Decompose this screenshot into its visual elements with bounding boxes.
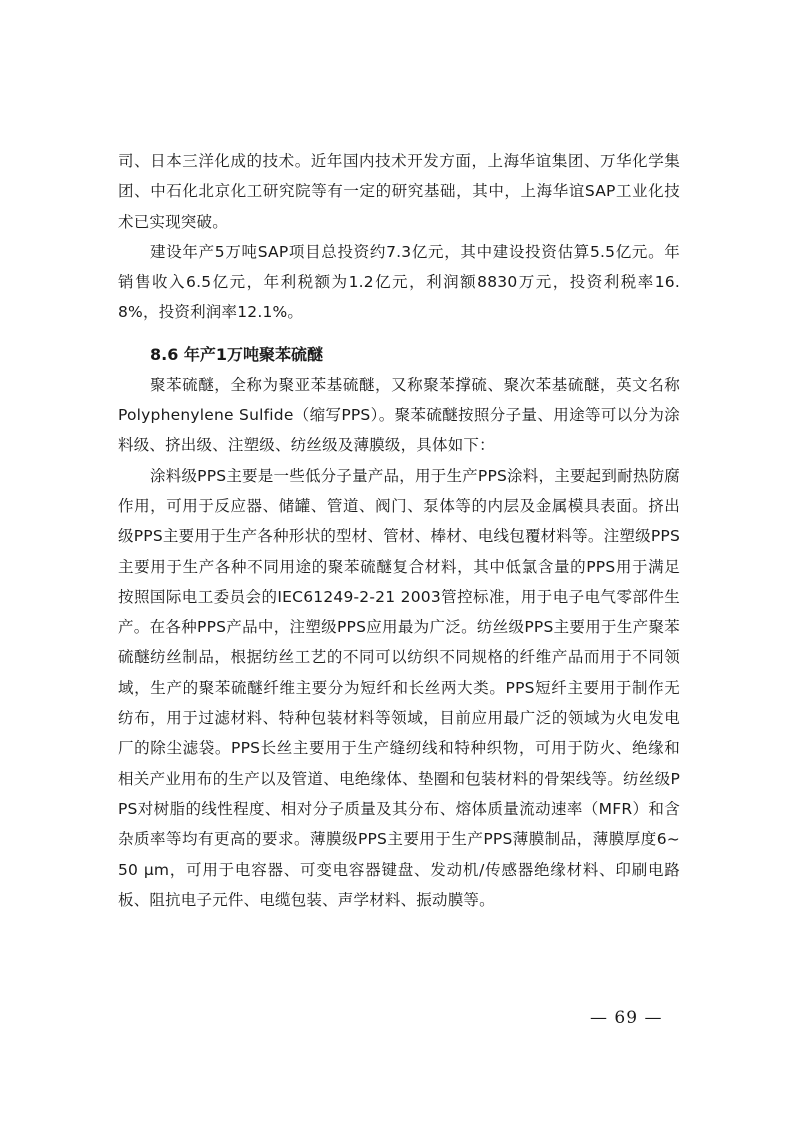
paragraph-pps-intro: 聚苯硫醚，全称为聚亚苯基硫醚，又称聚苯撑硫、聚次苯基硫醚，英文名称 Polyphenylene Sulfide（缩写PPS）。聚苯硫醚按照分子量、用途等可以分为涂料级、挤出级、注塑级、纺丝级及薄膜级，具体如下： <box>118 375 680 455</box>
section-heading: 8.6 年产1万吨聚苯硫醚 <box>150 344 324 364</box>
page-content <box>118 146 680 915</box>
paragraph-pps-grades: 涂料级PPS主要是一些低分子量产品，用于生产PPS涂料，主要起到耐热防腐作用，可用于反应器、储罐、管道、阀门、泵体等的内层及金属模具表面。挤出级PPS主要用于生产各种形状的型材、管材、棒材、电线包覆材料等。注塑级PPS主要用于生产各种不同用途的聚苯硫醚复合材料，其中低氯含量的PPS用于满足按照国际电工委员会的IEC61249-2-21 2003管控标准，用于电子电气零部件生产。在各种PPS产品中，注塑级PPS应用最为广泛。纺丝级PPS主要用于生产聚苯硫醚纺丝制品，根据纺丝工艺的不同可以纺织不同规格的纤维产品而用于不同领域，生产的聚苯硫醚纤维主要分为短纤和长丝两大类。PPS短纤主要用于制作无纺布，用于过滤材料、特种包装材料等领域，目前应用最广泛的领域为火电发电厂的除尘滤袋。PPS长丝主要用于生产缝纫线和特种织物，可用于防火、绝缘和相关产业用布的生产以及管道、电绝缘体、垫圈和包装材料的骨架线等。纺丝级PPS对树脂的线性程度、相对分子质量及其分布、熔体质量流动速率（MFR）和含杂质率等均有更高的要求。薄膜级PPS主要用于生产PPS薄膜制品，薄膜厚度6~50 μm，可用于电容器、可变电容器键盘、发动机/传感器绝缘材料、印刷电路板、阻抗电子元件、电缆包装、声学材料、振动膜等。 <box>118 466 680 909</box>
paragraph-continuation: 司、日本三洋化成的技术。近年国内技术开发方面，上海华谊集团、万华化学集团、中石化北京化工研究院等有一定的研究基础，其中，上海华谊SAP工业化技术已实现突破。 <box>118 152 680 231</box>
paragraph-investment: 建设年产5万吨SAP项目总投资约7.3亿元，其中建设投资估算5.5亿元。年销售收入6.5亿元，年利税额为1.2亿元，利润额8830万元，投资利税率16.8%，投资利润率12.1%。 <box>118 242 680 322</box>
page-number: — 69 — <box>590 1008 663 1028</box>
